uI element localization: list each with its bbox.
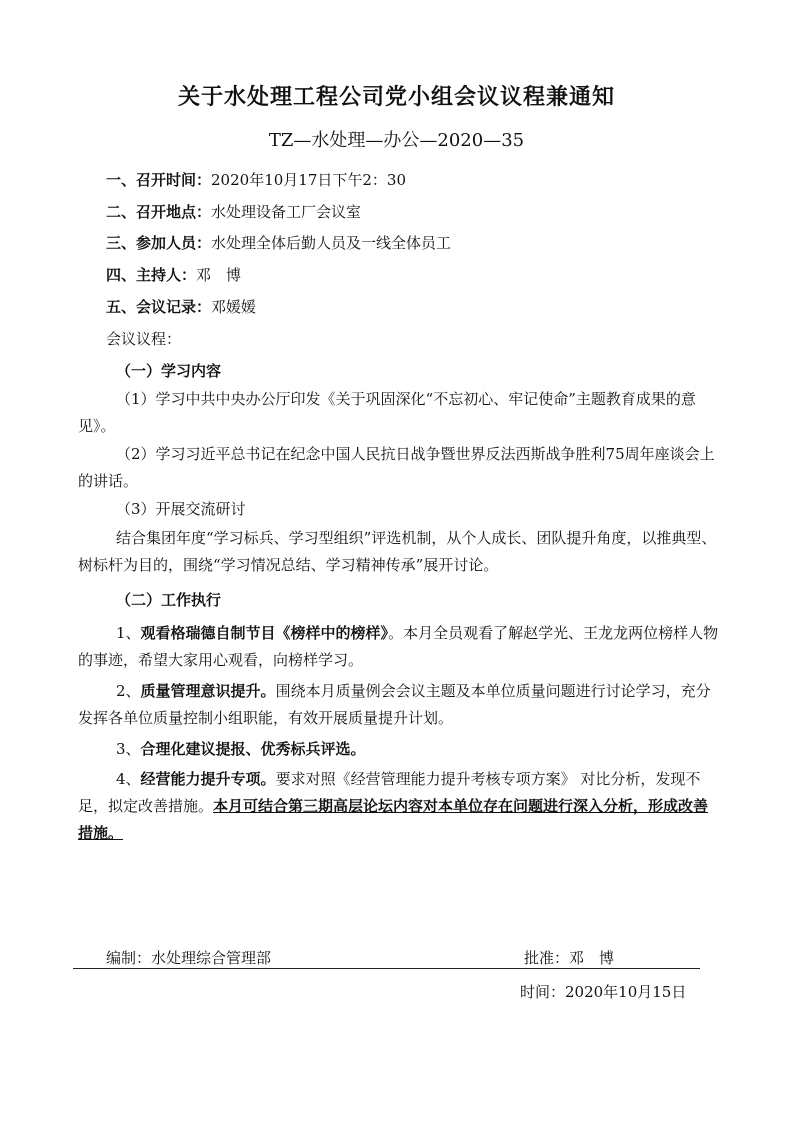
recorder-value: 邓媛媛 xyxy=(211,298,257,316)
attendees-label: 三、参加人员： xyxy=(106,234,212,252)
editor-line: 编制：水处理综合管理部 xyxy=(106,949,272,967)
meeting-place xyxy=(106,202,361,222)
work-item-1-title: 观看格瑞德自制节目《榜样中的榜样》 xyxy=(140,624,389,642)
work-item-2 xyxy=(78,678,720,732)
meeting-time-value: 2020年10月17日下午2：30 xyxy=(211,171,406,189)
work-item-3-number: 3、 xyxy=(116,740,141,758)
meeting-time xyxy=(106,170,406,190)
recorder xyxy=(106,297,256,317)
approver-line: 批准：邓 博 xyxy=(524,949,615,967)
host xyxy=(106,265,241,285)
section2-heading: （二）工作执行 xyxy=(116,591,222,609)
work-item-1-number: 1、 xyxy=(116,624,141,642)
section1-paragraph-3: （3）开展交流研讨 xyxy=(116,500,246,518)
section1-paragraph-2: （2）学习习近平总书记在纪念中国人民抗日战争暨世界反法西斯战争胜利75周年座谈会上的讲话。 xyxy=(78,445,715,490)
footer-divider xyxy=(73,968,700,969)
meeting-time-label: 一、召开时间： xyxy=(106,171,212,189)
host-label: 四、主持人： xyxy=(106,266,197,284)
work-item-4-text: 要求对照《经营管理能力提升考核专项方案》 对比分析，发现不足，拟定改善措施。 xyxy=(78,770,701,815)
meeting-place-label: 二、召开地点： xyxy=(106,203,212,221)
work-item-4-emphasis: 本月可结合第三期高层论坛内容对本单位存在问题进行深入分析，形成改善措施。 xyxy=(78,797,709,842)
work-item-2-number: 2、 xyxy=(116,682,141,700)
recorder-label: 五、会议记录： xyxy=(106,298,212,316)
work-item-3 xyxy=(78,736,720,763)
work-item-4-number: 4、 xyxy=(116,770,141,788)
section1-paragraph-4: 结合集团年度“学习标兵、学习型组织”评选机制，从个人成长、团队提升角度，以推典型、树标杆为目的，围绕“学习情况总结、学习精神传承”展开讨论。 xyxy=(78,529,717,574)
section1-heading: （一）学习内容 xyxy=(116,362,222,380)
work-item-2-text: 围绕本月质量例会会议主题及本单位质量问题进行讨论学习，充分发挥各单位质量控制小组职能，有效开展质量提升计划。 xyxy=(78,682,711,727)
document-title: 关于水处理工程公司党小组会议议程兼通知 xyxy=(177,84,615,110)
attendees xyxy=(106,233,451,253)
section1-paragraph-1: （1）学习中共中央办公厅印发《关于巩固深化“不忘初心、牢记使命”主题教育成果的意见》。 xyxy=(78,390,696,435)
work-item-1-text: 。本月全员观看了解赵学光、王龙龙两位榜样人物的事迹，希望大家用心观看，向榜样学习。 xyxy=(78,624,719,669)
attendees-value: 水处理全体后勤人员及一线全体员工 xyxy=(211,234,452,252)
work-item-2-title: 质量管理意识提升。 xyxy=(140,682,276,700)
work-item-3-title: 合理化建议提报、优秀标兵评选。 xyxy=(140,740,366,758)
document-number: TZ—水处理—办公—2020—35 xyxy=(268,130,525,151)
work-item-1 xyxy=(78,620,720,674)
meeting-place-value: 水处理设备工厂会议室 xyxy=(211,203,362,221)
work-item-4-title: 经营能力提升专项。 xyxy=(140,770,276,788)
host-value: 邓 博 xyxy=(196,266,242,284)
agenda-label: 会议议程： xyxy=(106,330,182,348)
work-item-4 xyxy=(78,766,720,847)
issue-date: 时间：2020年10月15日 xyxy=(520,983,687,1001)
